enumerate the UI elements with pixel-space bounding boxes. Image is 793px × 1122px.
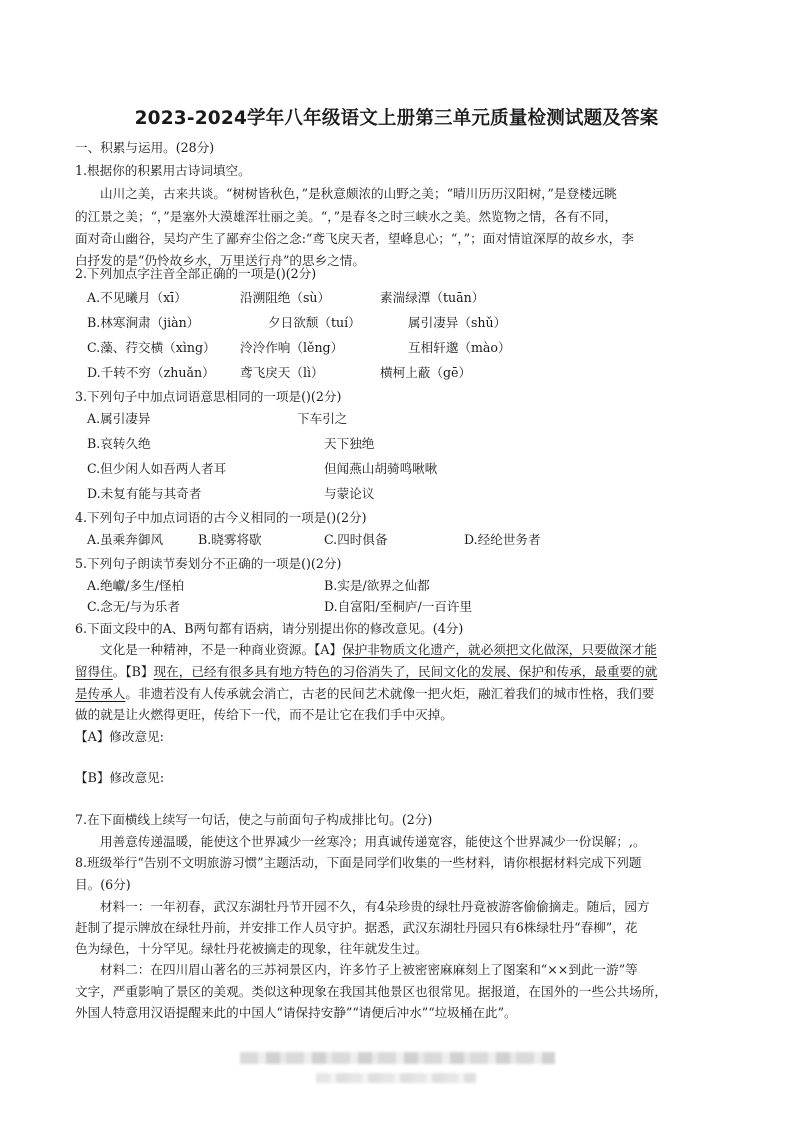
material-1: 色为绿色，十分罕见。绿牡丹花被摘走的现象，往年就发生过。 (75, 941, 428, 956)
option-b: B.林寒涧肃（jiàn） (87, 315, 200, 330)
sentence-a-underlined: 保护非物质文化遗产，就必须把文化做深，只要做深才能 (342, 642, 657, 657)
question-8-stem: 目。(6分) (75, 877, 131, 892)
question-2-stem: 2.下列加点字注音全部正确的一项是()(2分) (75, 266, 317, 281)
sentence-a-underlined: 留得住 (75, 664, 113, 679)
question-8-stem: 8.班级举行“告别不文明旅游习惯”主题活动，下面是同学们收集的一些材料，请你根据材料完成下列题 (75, 855, 642, 870)
passage-text: 。【B】 (112, 664, 154, 679)
blurred-footer (240, 1052, 555, 1064)
material-2: 文字，严重影响了景区的美观。类似这种现象在我国其他景区也很常见。据报道，在国外的一些公共场所， (75, 984, 667, 999)
question-6-passage (75, 686, 654, 702)
question-6-stem: 6.下面文段中的A、B两句都有语病，请分别提出你的修改意见。(4分) (75, 621, 464, 636)
option-c-item: 互相轩邈（mào） (408, 340, 511, 355)
question-3-stem: 3.下列句子中加点词语意思相同的一项是()(2分) (75, 389, 342, 404)
question-1-text: 的江景之美；“，”是塞外大漠雄浑壮丽之美。“，”是春冬之时三峡水之美。然览物之情，各有不同， (75, 209, 618, 224)
question-1-text: 面对奇山幽谷，吴均产生了鄙弃尘俗之念:“鸢飞戾天者，望峰息心；“，”；面对情谊深厚的故乡水，李 (75, 231, 634, 246)
option-b: B.实是/欲界之仙都 (324, 578, 430, 593)
option-c-item: 泠泠作响（lěng） (240, 340, 344, 355)
material-2: 材料二：在四川眉山著名的三苏祠景区内，许多竹子上被密密麻麻刻上了图案和“××到此一游”等 (100, 962, 638, 977)
material-2: 外国人特意用汉语提醒来此的中国人“请保持安静”“请便后冲水”“垃圾桶在此”。 (75, 1005, 517, 1020)
blurred-footer (316, 1073, 476, 1083)
option-a-item: 沿溯阻绝（sù） (240, 290, 331, 305)
option-b-item: 属引凄异（shǔ） (408, 315, 507, 330)
passage-text: 文化是一种精神，不是一种商业资源。【A】 (100, 642, 343, 657)
sentence-b-underlined: 是传承人 (75, 686, 126, 701)
option-c-item: 但闻燕山胡骑鸣啾啾 (324, 461, 438, 476)
option-c: C.藻、荇交横（xìng） (87, 340, 216, 355)
option-a-item: 素湍绿潭（tuān） (380, 290, 485, 305)
option-d: D.自富阳/至桐庐/一百许里 (324, 599, 473, 614)
option-c: C.但少闲人如吾两人者耳 (87, 461, 227, 476)
option-d-item: 鸢飞戾天（lì） (240, 365, 324, 380)
question-1-text: 山川之美，古来共谈。“树树皆秋色，”是秋意颇浓的山野之美；“晴川历历汉阳树，”是登楼远眺 (100, 186, 617, 201)
option-b-item: 夕日欲颓（tuí） (268, 315, 361, 330)
option-b-item: 天下独绝 (324, 436, 375, 451)
option-d: D.未复有能与其奇者 (87, 486, 202, 501)
question-5-stem: 5.下列句子朗读节奏划分不正确的一项是()(2分) (75, 556, 342, 571)
question-1-stem: 1.根据你的积累用古诗词填空。 (75, 163, 251, 178)
answer-prompt-a: 【A】修改意见: (75, 729, 164, 744)
document-title: 2023-2024学年八年级语文上册第三单元质量检测试题及答案 (134, 108, 659, 129)
question-7-stem: 7.在下面横线上续写一句话，使之与前面句子构成排比句。(2分) (75, 812, 433, 827)
option-c: C.念无/与为乐者 (87, 599, 180, 614)
answer-prompt-b: 【B】修改意见: (75, 770, 165, 785)
question-1-text: 白抒发的是“仍怜故乡水，万里送行舟”的思乡之情。 (75, 253, 365, 268)
material-1: 赶制了提示牌放在绿牡丹前，并安排工作人员守护。据悉，武汉东湖牡丹园只有6株绿牡丹“春柳”，花 (75, 920, 638, 935)
option-d-item: 横柯上蔽（gē） (380, 365, 472, 380)
option-b: B.晓雾将歇 (198, 532, 262, 547)
section-heading: 一、积累与运用。(28分) (75, 140, 215, 155)
passage-text: 。非遗若没有人传承就会消亡，古老的民间艺术就像一把火炬，融汇着我们的城市性格，我们要 (125, 686, 655, 701)
sentence-b-underlined: 现在，已经有很多具有地方特色的习俗消失了，民间文化的发展、保护和传承，最重要的就 (153, 664, 658, 679)
option-b: B.哀转久绝 (87, 436, 151, 451)
question-6-passage (75, 664, 657, 680)
option-a: A.绝巘/多生/怪柏 (87, 578, 185, 593)
question-6-passage: 做的就是让火燃得更旺，传给下一代，而不是让它在我们手中灭掉。 (75, 707, 453, 722)
option-a: A.虽乘奔御风 (87, 532, 164, 547)
option-d: D.千转不穷（zhuǎn） (87, 365, 215, 380)
option-d-item: 与蒙论议 (324, 486, 375, 501)
option-a: A.属引凄异 (87, 411, 151, 426)
question-6-passage (100, 642, 657, 658)
option-c: C.四时俱备 (324, 532, 388, 547)
question-7-text: 用善意传递温暖，能使这个世界减少一丝寒冷；用真诚传递宽容，能使这个世界减少一份误解；,。 (100, 834, 646, 849)
option-a-item: 下车引之 (297, 411, 348, 426)
question-4-stem: 4.下列句子中加点词语的古今义相同的一项是()(2分) (75, 510, 367, 525)
option-d: D.经纶世务者 (464, 532, 541, 547)
material-1: 材料一：一年初春，武汉东湖牡丹节开园不久，有4朵珍贵的绿牡丹竟被游客偷偷摘走。随后，园方 (100, 899, 650, 914)
option-a: A.不见曦月（xī） (87, 290, 187, 305)
